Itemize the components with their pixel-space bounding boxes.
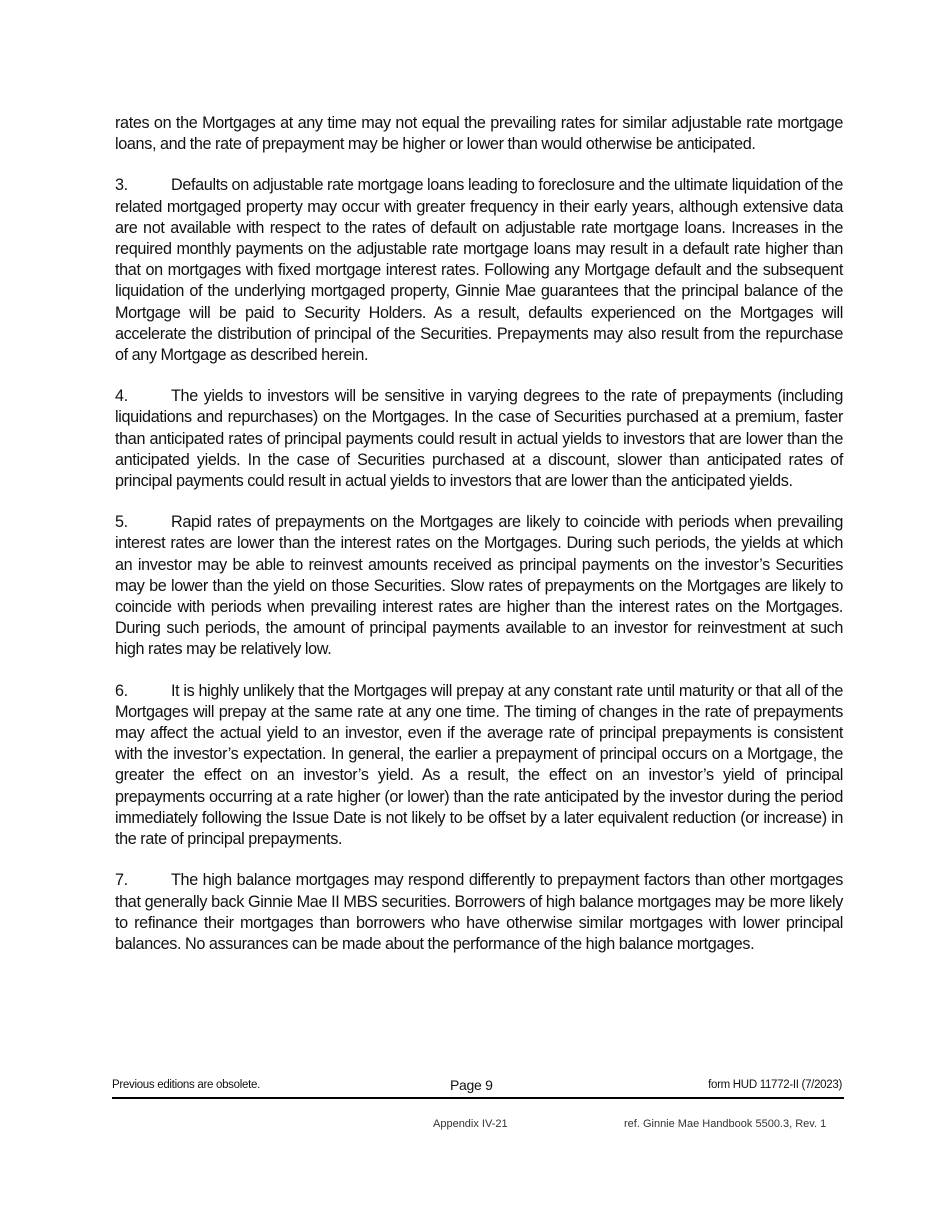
paragraph-number: 5. — [115, 513, 128, 532]
paragraph-number: 7. — [115, 871, 128, 890]
paragraph-continuation — [115, 113, 843, 155]
paragraph-4 — [115, 386, 843, 492]
paragraph-7 — [115, 870, 843, 955]
paragraph-6 — [115, 681, 843, 851]
paragraph-text: Rapid rates of prepayments on the Mortgages are likely to coincide with periods when prevailing interest rates are lower than the interest rates on the Mortgages. During such periods, the yields at which an investor may be able to reinvest amounts received as principal payments on the investor’s Securities may be lower than the yield on those Securities. Slow rates of prepayments on the Mortgages are likely to coincide with periods when prevailing interest rates are higher than the interest rates on the Mortgages. During such periods, the amount of principal payments available to an investor for reinvestment at such high rates may be relatively low. — [115, 513, 843, 659]
handbook-reference: ref. Ginnie Mae Handbook 5500.3, Rev. 1 — [624, 1118, 827, 1130]
paragraph-3 — [115, 175, 843, 366]
paragraph-number: 3. — [115, 176, 128, 195]
footer-obsolete-notice: Previous editions are obsolete. — [112, 1079, 260, 1091]
form-identifier: form HUD 11772-II (7/2023) — [708, 1079, 842, 1091]
paragraph-text: The yields to investors will be sensitive in varying degrees to the rate of prepayments (including liquidations and repurchases) on the Mortgages. In the case of Securities purchased at a premium, faster than anticipated rates of principal payments could result in actual yields to investors that are lower than the anticipated yields. In the case of Securities purchased at a discount, slower than anticipated rates of principal payments could result in actual yields to investors that are lower than the anticipated yields. — [115, 387, 843, 491]
appendix-label: Appendix IV-21 — [433, 1118, 508, 1130]
paragraph-text: rates on the Mortgages at any time may not equal the prevailing rates for similar adjustable rate mortgage loans, and the rate of prepayment may be higher or lower than would otherwise be anticipated. — [115, 114, 843, 154]
paragraph-number: 6. — [115, 681, 128, 700]
page-number: Page 9 — [450, 1077, 493, 1093]
page-footer — [112, 1077, 844, 1099]
paragraph-number: 4. — [115, 387, 128, 406]
document-body — [115, 113, 843, 975]
paragraph-5 — [115, 512, 843, 660]
paragraph-text: It is highly unlikely that the Mortgages will prepay at any constant rate until maturity or that all of the Mortgages will prepay at the same rate at any one time. The timing of changes in the rate of prepayments may affect the actual yield to an investor, even if the average rate of principal prepayments is consistent with the investor’s expectation. In general, the earlier a prepayment of principal occurs on a Mortgage, the greater the effect on an investor’s yield. As a result, the effect on an investor’s yield of principal prepayments occurring at a rate higher (or lower) than the rate anticipated by the investor during the period immediately following the Issue Date is not likely to be offset by a later equivalent reduction (or increase) in the rate of principal prepayments. — [115, 681, 843, 849]
paragraph-text: The high balance mortgages may respond differently to prepayment factors than other mortgages that generally back Ginnie Mae II MBS securities. Borrowers of high balance mortgages may be more likely to refinance their mortgages than borrowers who have otherwise similar mortgages with lower principal balances. No assurances can be made about the performance of the high balance mortgages. — [115, 871, 843, 953]
paragraph-text: Defaults on adjustable rate mortgage loans leading to foreclosure and the ultimate liquidation of the related mortgaged property may occur with greater frequency in their early years, although extensive data are not available with respect to the rates of default on adjustable rate mortgage loans. Increases in the required monthly payments on the adjustable rate mortgage loans may result in a default rate higher than that on mortgages with fixed mortgage interest rates. Following any Mortgage default and the subsequent liquidation of the underlying mortgaged property, Ginnie Mae guarantees that the principal balance of the Mortgage will be paid to Security Holders. As a result, defaults experienced on the Mortgages will accelerate the distribution of principal of the Securities. Prepayments may also result from the repurchase of any Mortgage as described herein. — [115, 176, 843, 365]
